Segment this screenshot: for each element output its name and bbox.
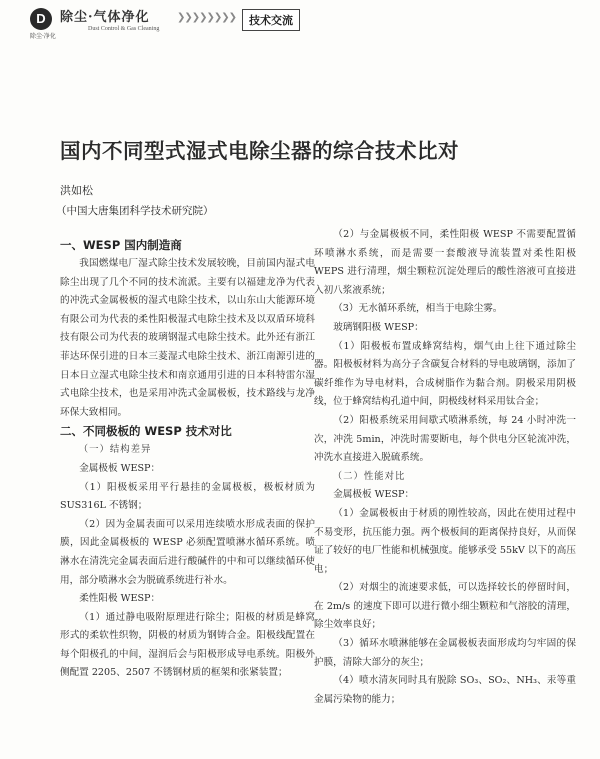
- section-label: 技术交流: [242, 9, 300, 31]
- journal-short-name: 除尘·净化: [30, 33, 56, 40]
- paragraph: 柔性阳极 WESP：: [79, 593, 161, 605]
- paragraph: 我国燃煤电厂湿式除尘技术发展较晚，目前国内湿式电除尘出现了几个不同的技术流派。主要有以福建龙净为代表的冲洗式金属极板的湿式电除尘技术，以山东山大能源环境有限公司为代表的柔性阳极湿式电除尘技术及以双盾环境科技有限公司为代表的玻璃钢湿式电除尘技术。此外还有浙江菲达环保引进的日本三菱湿式电除尘技术、浙江南源引进的日本日立湿式电除尘技术和南京通用引进的日本科特雷尔湿式电除尘技术，也是采用冲洗式金属极板，技术路线与龙净环保大致相同。: [60, 258, 315, 418]
- author-affiliation: （中国大唐集团科学技术研究院）: [56, 205, 214, 217]
- journal-name-en: Dust Control & Gas Cleaning: [88, 26, 160, 32]
- subsection-heading: （一）结构差异: [78, 444, 152, 456]
- paragraph: （1）通过静电吸附原理进行除尘；阳极的材质是蜂窝形式的柔软性织物，阴极的材质为钢铸合金。阳极线配置在每个阳极孔的中间，湿润后会与阳极形成导电系统。阳极外侧配置 2205、2507 不锈钢材质的框架和张紧装置；: [60, 611, 315, 679]
- paragraph: （4）喷水清灰同时具有脱除 SO₃、SO₂、NH₃、汞等重金属污染物的能力；: [314, 675, 576, 705]
- paragraph: （1）阳极板采用平行悬挂的金属极板，极板材质为 SUS316L 不锈钢；: [60, 481, 315, 512]
- paragraph: （1）金属极板由于材质的刚性较高，因此在使用过程中不易变形，抗压能力强。两个极板间的距离保持良好，从而保证了较好的电厂性能和机械强度。能够承受 55kV 以下的高压电；: [314, 507, 576, 575]
- paragraph: 金属极板 WESP：: [79, 462, 161, 474]
- section-heading: 一、WESP 国内制造商: [60, 238, 182, 252]
- journal-name: 除尘·气体净化: [60, 10, 150, 25]
- paragraph: （2）与金属极板不同，柔性阳极 WESP 不需要配置循环喷淋水系统，而是需要一套酸液导流装置对柔性阳极 WEPS 进行清理，烟尘颗粒沉淀处理后的酸性溶液可直接进入初八浆液系统；: [314, 229, 576, 296]
- author-name: 洪如松: [60, 184, 93, 197]
- section-heading: 二、不同极板的 WESP 技术对比: [60, 424, 232, 439]
- paragraph: （2）阳极系统采用间歇式喷淋系统，每 24 小时冲洗一次，冲洗 5min，冲洗时需要断电，每个供电分区轮流冲洗，冲洗水直接进入脱硫系统。: [314, 414, 576, 464]
- left-column: [60, 236, 315, 683]
- paragraph: （2）对烟尘的流速要求低，可以选择较长的停留时间，在 2m/s 的速度下即可以进行微小细尘颗粒和气溶胶的清理，除尘效率良好；: [314, 582, 576, 631]
- paragraph: （1）阳极板布置成蜂窝结构，烟气由上往下通过除尘器。阳极板材料为高分子含碳复合材料的导电玻璃钢，添加了碳纤维作为导电材料，合成树脂作为黏合剂。阴极采用阴极线，位于蜂窝结构孔道中间，阴极线材料采用钛合金；: [314, 340, 576, 408]
- right-column: [314, 226, 576, 709]
- chevron-right-icon: ❯❯❯❯❯❯❯❯: [177, 12, 237, 23]
- paragraph: （3）循环水喷淋能够在金属极板表面形成均匀牢固的保护膜，清除大部分的灰尘；: [314, 638, 576, 668]
- paragraph: （2）因为金属表面可以采用连续喷水形成表面的保护膜，因此金属极板的 WESP 必须配置喷淋水循环系统。喷淋水在清洗完金属表面后进行酸碱件的中和可以继续循环使用，部分喷淋水会为脱硫系统进行补水。: [60, 518, 315, 586]
- paragraph: （3）无水循环系统，相当于电除尘雾。: [333, 303, 503, 315]
- subsection-heading: （二）性能对比: [332, 470, 406, 482]
- article-title: 国内不同型式湿式电除尘器的综合技术比对: [60, 139, 459, 163]
- paragraph: 玻璃钢阳极 WESP：: [333, 321, 424, 333]
- page-header: [30, 6, 590, 40]
- journal-logo-icon: D: [30, 8, 52, 30]
- paragraph: 金属极板 WESP：: [333, 489, 415, 501]
